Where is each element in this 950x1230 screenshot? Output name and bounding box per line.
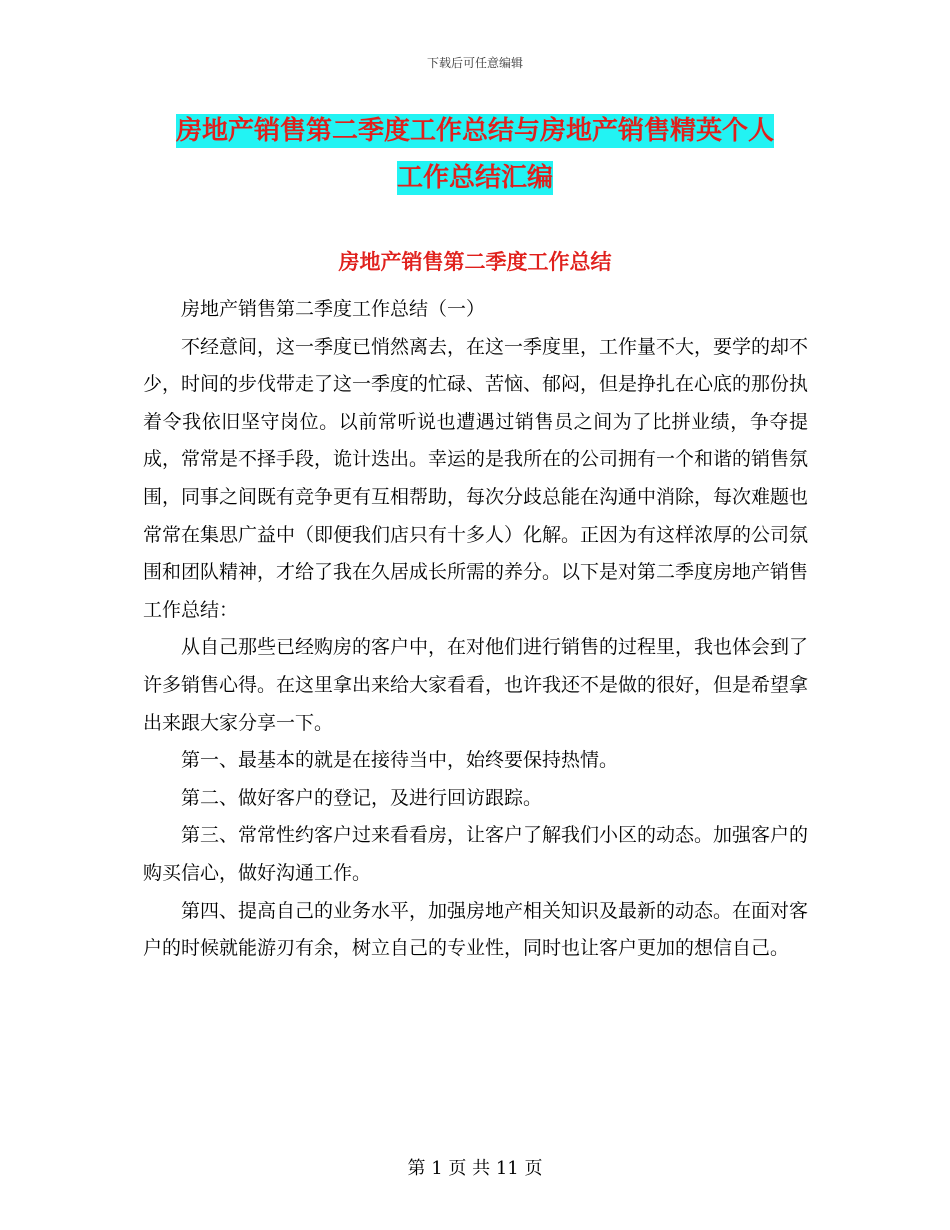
paragraph: 不经意间，这一季度已悄然离去，在这一季度里，工作量不大，要学的却不少，时间的步伐带走了这一季度的忙碌、苦恼、郁闷，但是挣扎在心底的那份执着令我依旧坚守岗位。以前常听说也遭遇过销售员之间为了比拼业绩，争夺提成，常常是不择手段，诡计迭出。幸运的是我所在的公司拥有一个和谐的销售氛围，同事之间既有竞争更有互相帮助，每次分歧总能在沟通中消除，每次难题也常常在集思广益中（即便我们店只有十多人）化解。正因为有这样浓厚的公司氛围和团队精神，才给了我在久居成长所需的养分。以下是对第二季度房地产销售工作总结： <box>143 335 809 621</box>
main-title-line-2: 工作总结汇编 <box>396 163 553 193</box>
paragraph: 第一、最基本的就是在接待当中，始终要保持热情。 <box>181 749 619 772</box>
paragraph: 第二、做好客户的登记，及进行回访跟踪。 <box>181 786 543 809</box>
body-text <box>143 291 808 968</box>
section-title: 房地产销售第二季度工作总结 <box>338 250 612 274</box>
paragraph-subtitle: 房地产销售第二季度工作总结（一） <box>181 298 486 320</box>
page-header: 下载后可任意编辑 <box>426 56 523 70</box>
main-title <box>150 108 800 202</box>
paragraph: 第四、提高自己的业务水平，加强房地产相关知识及最新的动态。在面对客户的时候就能游刃有余，树立自己的专业性，同时也让客户更加的想信自己。 <box>143 899 809 960</box>
paragraph: 从自己那些已经购房的客户中，在对他们进行销售的过程里，我也体会到了许多销售心得。在这里拿出来给大家看看，也许我还不是做的很好，但是希望拿出来跟大家分享一下。 <box>143 636 809 734</box>
page-number-footer: 第 1 页 共 11 页 <box>407 1158 543 1179</box>
main-title-line-1: 房地产销售第二季度工作总结与房地产销售精英个人 <box>175 116 774 146</box>
paragraph: 第三、常常性约客户过来看看房，让客户了解我们小区的动态。加强客户的购买信心，做好沟通工作。 <box>143 824 809 884</box>
